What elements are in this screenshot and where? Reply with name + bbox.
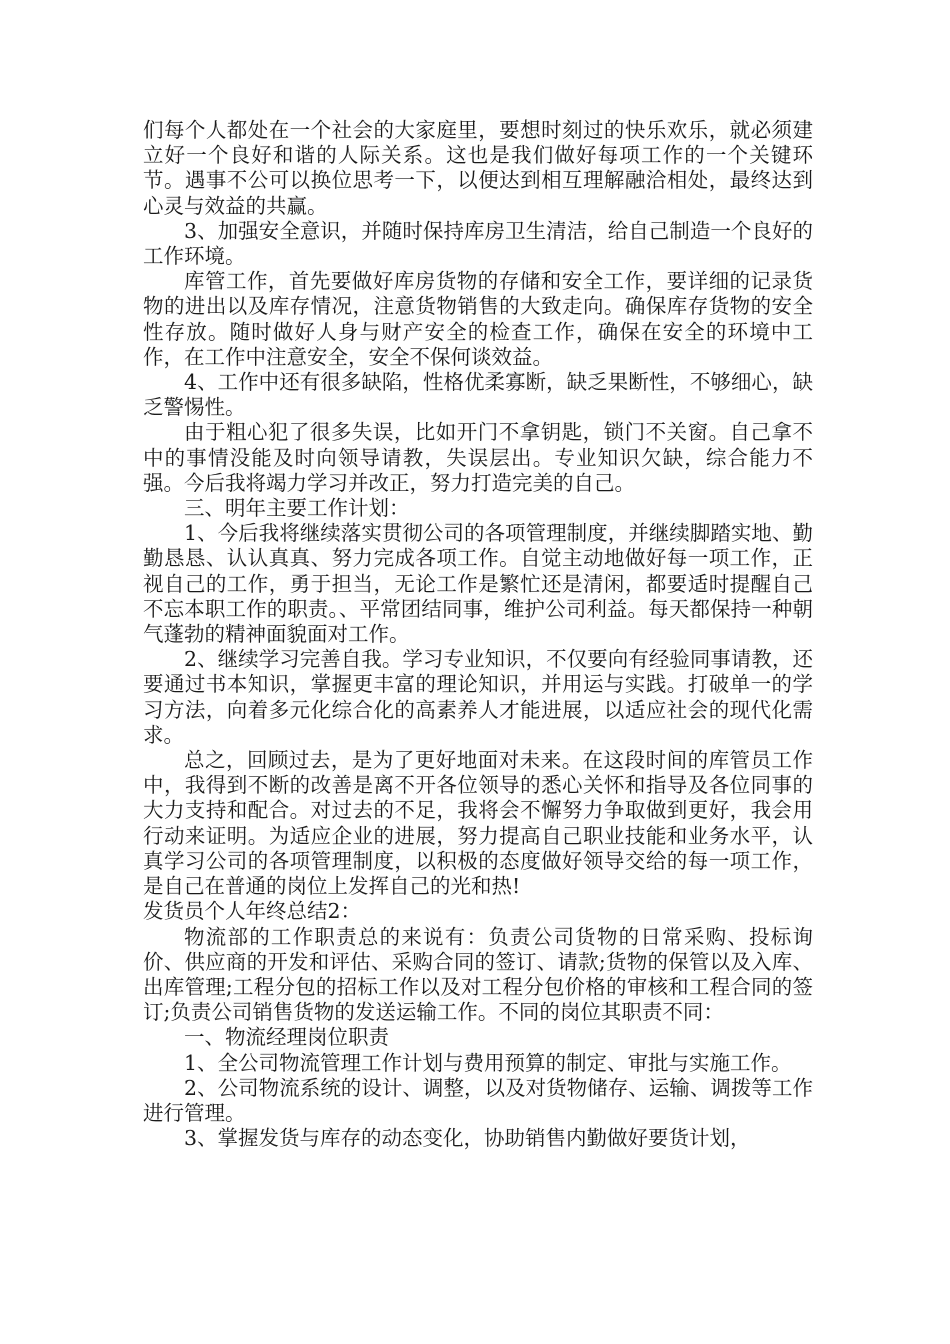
paragraph-mistakes: 由于粗心犯了很多失误，比如开门不拿钥匙，锁门不关窗。自己拿不中的事情没能及时向领导请教，失误层出。专业知识欠缺，综合能力不强。今后我将竭力学习并改正，努力打造完美的自己。 bbox=[143, 420, 813, 495]
paragraph-manager-duty-3: 3、掌握发货与库存的动态变化，协助销售内勤做好要货计划， bbox=[184, 1126, 751, 1151]
paragraph-plan-item-2: 2、继续学习完善自我。学习专业知识，不仅要向有经验同事请教，还要通过书本知识，掌握更丰富的理论知识，并用运与实践。打破单一的学习方法，向着多元化综合化的高素养人才能进展，以适应社会的现代化需求。 bbox=[143, 647, 813, 747]
paragraph-manager-duty-2: 2、公司物流系统的设计、调整，以及对货物储存、运输、调拨等工作进行管理。 bbox=[143, 1075, 813, 1125]
paragraph-shortcomings: 4、工作中还有很多缺陷，性格优柔寡断，缺乏果断性，不够细心，缺乏警惕性。 bbox=[143, 370, 813, 420]
paragraph-warehouse-work: 库管工作，首先要做好库房货物的存储和安全工作，要详细的记录货物的进出以及库存情况，注意货物销售的大致走向。确保库存货物的安全性存放。随时做好人身与财产安全的检查工作，确保在安全的环境中工作，在工作中注意安全，安全不保何谈效益。 bbox=[143, 269, 813, 369]
paragraph-conclusion: 总之，回顾过去，是为了更好地面对未来。在这段时间的库管员工作中，我得到不断的改善是离不开各位领导的悉心关怀和指导及各位同事的大力支持和配合。对过去的不足，我将会不懈努力争取做到更好，我会用行动来证明。为适应企业的进展，努力提高自己职业技能和业务水平，认真学习公司的各项管理制度，以积极的态度做好领导交给的每一项工作，是自己在普通的岗位上发挥自己的光和热! bbox=[143, 748, 813, 899]
paragraph-logistics-duties: 物流部的工作职责总的来说有：负责公司货物的日常采购、投标询价、供应商的开发和评估、采购合同的签订、请款;货物的保管以及入库、出库管理;工程分包的招标工作以及对工程分包价格的审核和工程合同的签订;负责公司销售货物的发送运输工作。不同的岗位其职责不同： bbox=[143, 924, 813, 1025]
paragraph-intro-continued: 们每个人都处在一个社会的大家庭里，要想时刻过的快乐欢乐，就必须建立好一个良好和谐的人际关系。这也是我们做好每项工作的一个关键环节。遇事不公可以换位思考一下，以便达到相互理解融洽相处，最终达到心灵与效益的共赢。 bbox=[143, 118, 813, 218]
section-heading-logistics-manager: 一、物流经理岗位职责 bbox=[184, 1025, 389, 1050]
document-page bbox=[143, 118, 813, 1151]
paragraph-manager-duty-1: 1、全公司物流管理工作计划与费用预算的制定、审批与实施工作。 bbox=[184, 1050, 792, 1075]
section-heading-next-year-plan: 三、明年主要工作计划： bbox=[184, 496, 410, 521]
paragraph-plan-item-1: 1、今后我将继续落实贯彻公司的各项管理制度，并继续脚踏实地、勤勤恳恳、认认真真、努力完成各项工作。自觉主动地做好每一项工作，正视自己的工作，勇于担当，无论工作是繁忙还是清闲，都要适时提醒自己不忘本职工作的职责。、平常团结同事，维护公司利益。每天都保持一种朝气蓬勃的精神面貌面对工作。 bbox=[143, 521, 813, 647]
paragraph-safety-awareness: 3、加强安全意识，并随时保持库房卫生清洁，给自己制造一个良好的工作环境。 bbox=[143, 218, 813, 269]
document-subtitle-summary-2: 发货员个人年终总结2： bbox=[143, 899, 362, 924]
